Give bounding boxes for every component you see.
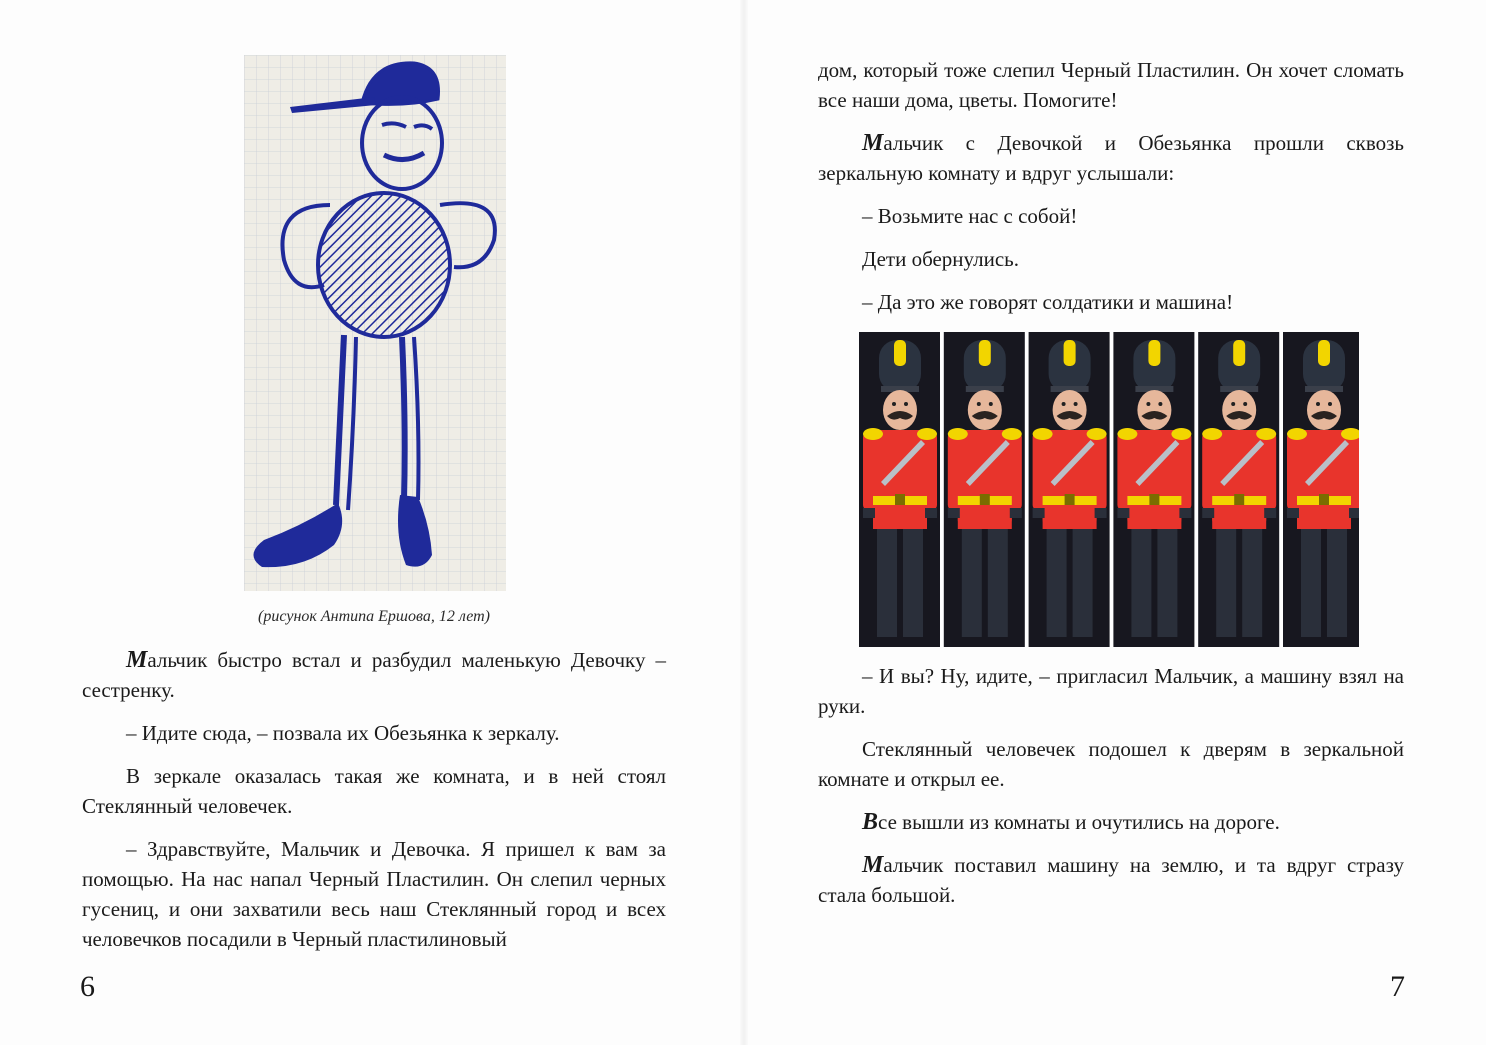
- child-drawing-image: [244, 55, 506, 591]
- paragraph: Все вышли из комнаты и очутились на дороге.: [862, 809, 1280, 835]
- toy-soldier: [944, 332, 1025, 647]
- paragraph: Мальчик с Девочкой и Обезьянка прошли сквозь зеркальную комнату и вдруг услышали:: [818, 130, 1404, 185]
- right-page-text-top: [818, 55, 1404, 330]
- toy-soldier: [1283, 332, 1359, 647]
- toy-soldier: [1113, 332, 1194, 647]
- drop-cap: В: [862, 809, 879, 835]
- page-number: 7: [1390, 970, 1405, 1003]
- paragraph: Стеклянный человечек подошел к дверям в зеркальной комнате и открыл ее.: [818, 737, 1404, 791]
- paragraph: дом, который тоже слепил Черный Пластилин. Он хочет сломать все наши дома, цветы. Помогите!: [818, 58, 1404, 112]
- paragraph: – Идите сюда, – позвала их Обезьянка к зеркалу.: [126, 721, 560, 745]
- drop-cap: М: [862, 130, 884, 156]
- toy-soldiers-illustration: [859, 332, 1359, 647]
- boy-drawing-icon: [244, 55, 506, 591]
- paragraph: – Возьмите нас с собой!: [862, 204, 1078, 228]
- paragraph: Дети обернулись.: [862, 247, 1019, 271]
- toy-soldier: [859, 332, 940, 647]
- paragraph: – Здравствуйте, Мальчик и Девочка. Я пришел к вам за помощью. На нас напал Черный Пластилин. Он слепил черных гусениц, и они захватили весь наш Стеклянный город и всех человечков посадили в Черный пластилиновый: [82, 837, 666, 951]
- paragraph: В зеркале оказалась такая же комната, и в ней стоял Стеклянный человечек.: [82, 764, 666, 818]
- toy-soldiers-icon: [859, 332, 1359, 647]
- paragraph: Мальчик поставил машину на землю, и та вдруг стразу стала большой.: [818, 852, 1404, 907]
- paragraph: – И вы? Ну, идите, – пригласил Мальчик, а машину взял на руки.: [818, 664, 1404, 718]
- drop-cap: М: [126, 647, 148, 673]
- right-page-text-bottom: [818, 661, 1404, 923]
- paragraph: – Да это же говорят солдатики и машина!: [862, 290, 1234, 314]
- drawing-caption: (рисунок Антипа Ершова, 12 лет): [258, 608, 490, 625]
- left-page-text: [82, 645, 666, 967]
- toy-soldier: [1198, 332, 1279, 647]
- right-page: [743, 0, 1486, 1045]
- drop-cap: М: [862, 852, 884, 878]
- paragraph: Мальчик быстро встал и разбудил маленькую Девочку – сестренку.: [82, 647, 666, 702]
- toy-soldier: [1029, 332, 1110, 647]
- page-number: 6: [80, 970, 95, 1003]
